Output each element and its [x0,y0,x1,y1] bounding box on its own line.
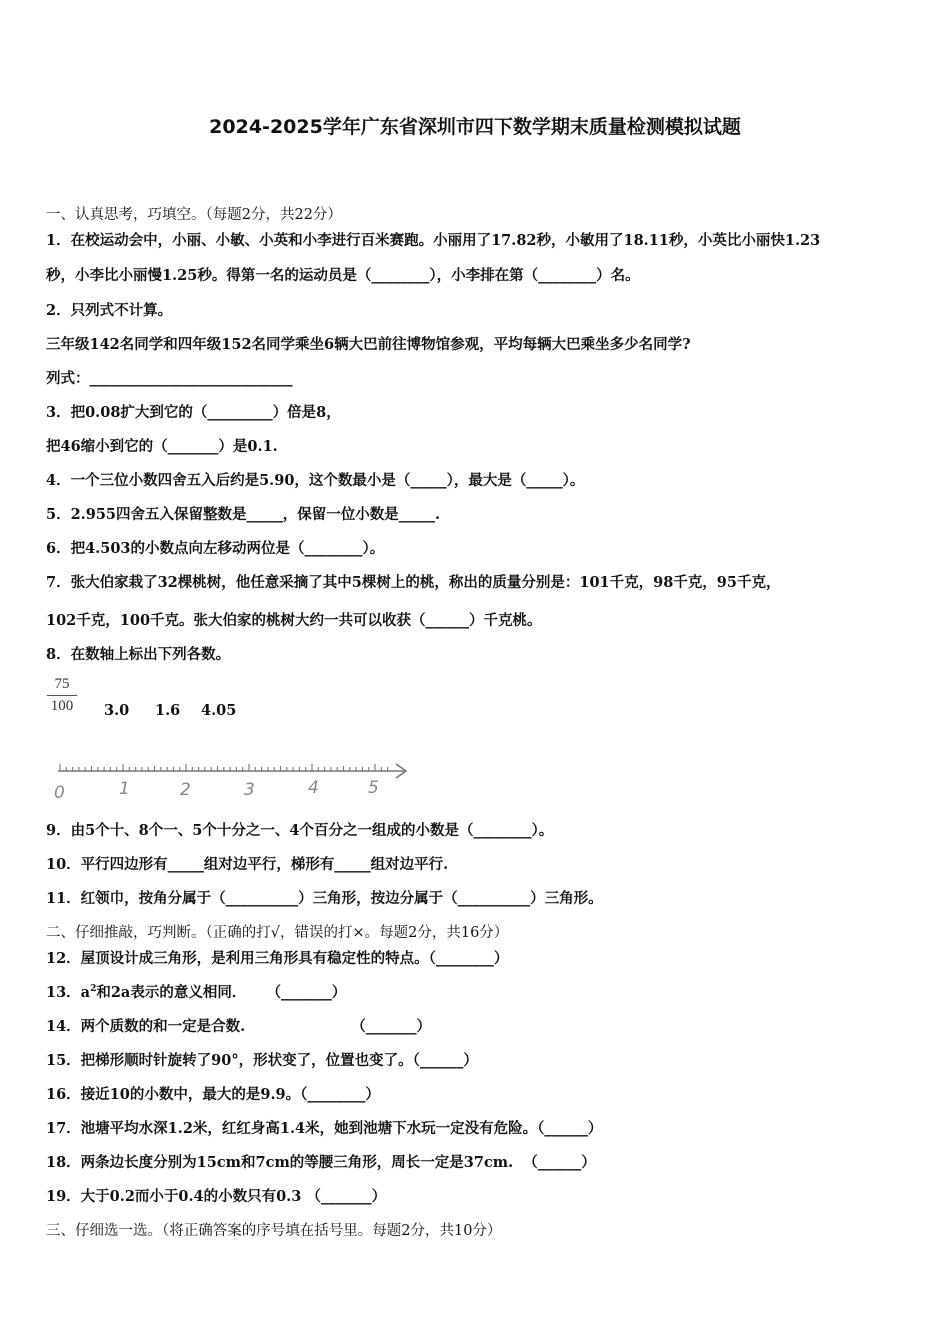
axis-label-5: 5 [368,778,379,798]
question-16: 16．接近10的小数中，最大的是9.9。（________） [46,1086,380,1103]
number-line-ticks [60,764,388,771]
question-5: 5．2.955四舍五入保留整数是_____，保留一位小数是_____. [46,506,441,523]
question-13-prefix: 13．a [46,984,91,1001]
question-17: 17．池塘平均水深1.2米，红红身高1.4米，她到池塘下水玩一定没有危险。（______） [46,1120,603,1137]
axis-label-1: 1 [119,779,130,799]
number-1-6: 1.6 [155,702,181,719]
question-7-line-1: 7．张大伯家栽了32棵桃树，他任意采摘了其中5棵树上的桃，称出的质量分别是：101千克，98千克，95千克， [46,574,781,591]
question-2-line-1: 2．只列式不计算。 [46,302,173,319]
axis-label-2: 2 [180,780,191,800]
section-2-heading: 二、仔细推敲，巧判断。（正确的打√，错误的打×。每题2分，共16分） [46,925,509,941]
section-1-heading: 一、认真思考，巧填空。（每题2分，共22分） [46,207,342,223]
number-line [52,752,422,802]
number-line-labels [54,778,379,802]
question-8: 8．在数轴上标出下列各数。 [46,646,231,663]
section-3-heading: 三、仔细选一选。（将正确答案的序号填在括号里。每题2分，共10分） [46,1223,502,1239]
question-1-line-2: 秒，小李比小丽慢1.25秒。得第一名的运动员是（________），小李排在第（________）名。 [46,267,640,284]
question-6: 6．把4.503的小数点向左移动两位是（________）。 [46,540,385,557]
superscript-2: 2 [90,984,97,995]
question-13-suffix: 和2a表示的意义相同． （_______） [96,984,347,1001]
question-3-line-1: 3．把0.08扩大到它的（_________）倍是8， [46,404,341,421]
axis-label-3: 3 [244,780,255,800]
question-3-line-2: 把46缩小到它的（_______）是0.1. [46,438,278,455]
question-2-line-2: 三年级142名同学和四年级152名同学乘坐6辆大巴前往博物馆参观，平均每辆大巴乘坐多少名同学? [46,336,691,353]
question-2-answer-line: 列式：____________________________ [46,370,293,387]
question-19: 19．大于0.2而小于0.4的小数只有0.3 （_______） [46,1188,387,1205]
axis-label-4: 4 [308,778,319,798]
axis-label-0: 0 [54,783,65,802]
fraction-denominator: 100 [50,698,74,714]
fraction-numerator: 75 [54,676,70,692]
question-4: 4．一个三位小数四舍五入后约是5.90，这个数最小是（_____），最大是（_____）。 [46,472,585,489]
question-10: 10．平行四边形有_____组对边平行，梯形有_____组对边平行. [46,856,449,873]
question-11: 11．红领巾，按角分属于（__________）三角形，按边分属于（__________）三角形。 [46,890,603,907]
question-13 [46,981,346,1002]
question-15: 15．把梯形顺时针旋转了90°，形状变了，位置也变了。（______） [46,1052,478,1069]
question-12: 12．屋顶设计成三角形，是利用三角形具有稳定性的特点。（________） [46,950,509,967]
number-4-05: 4.05 [201,702,237,719]
question-18: 18．两条边长度分别为15cm和7cm的等腰三角形，周长一定是37cm. （______） [46,1154,596,1171]
page-title: 2024-2025学年广东省深圳市四下数学期末质量检测模拟试题 [209,116,741,138]
number-3-0: 3.0 [104,702,130,719]
question-7-line-2: 102千克，100千克。张大伯家的桃树大约一共可以收获（______）千克桃。 [46,612,542,629]
question-9: 9．由5个十、8个一、5个十分之一、4个百分之一组成的小数是（________）。 [46,822,554,839]
fraction-75-100 [46,676,78,715]
question-1-line-1: 1．在校运动会中，小丽、小敏、小英和小李进行百米赛跑。小丽用了17.82秒，小敏用了18.11秒，小英比小丽快1.23 [46,232,821,249]
question-14: 14．两个质数的和一定是合数. （_______） [46,1018,431,1035]
